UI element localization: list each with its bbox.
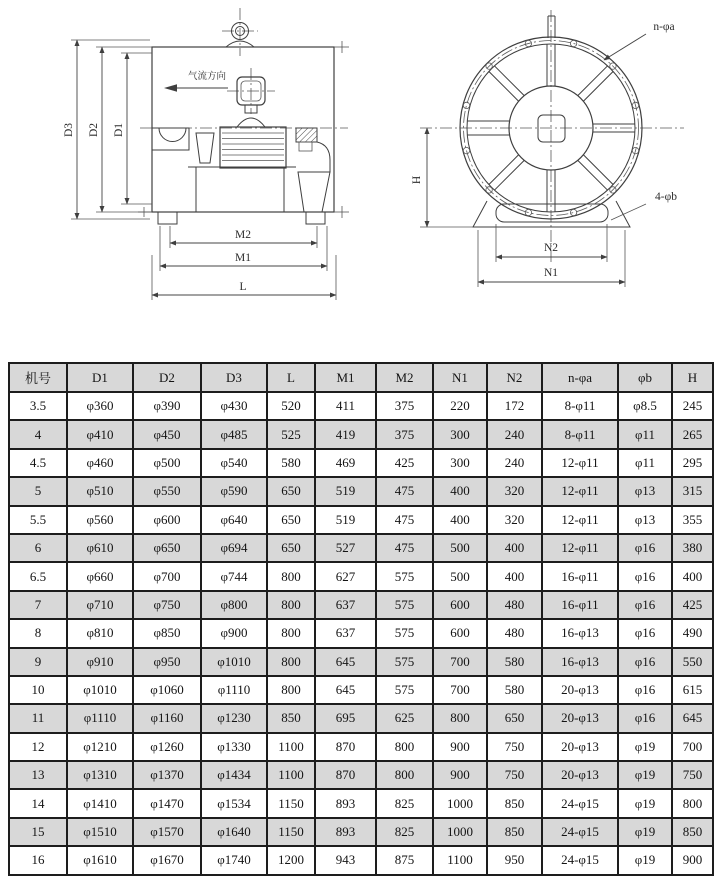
dimension-table bbox=[8, 362, 714, 876]
model-number-cell: 13 bbox=[9, 761, 67, 789]
table-cell: 411 bbox=[315, 392, 376, 420]
table-cell: 1100 bbox=[433, 846, 487, 874]
table-cell: 875 bbox=[376, 846, 433, 874]
table-row bbox=[9, 392, 713, 420]
table-cell: 850 bbox=[487, 789, 542, 817]
table-cell: 8-φ11 bbox=[542, 420, 618, 448]
table-cell: 400 bbox=[433, 477, 487, 505]
table-cell: φ19 bbox=[618, 846, 672, 874]
table-cell: 650 bbox=[267, 534, 315, 562]
model-number-cell: 7 bbox=[9, 591, 67, 619]
table-cell: φ700 bbox=[133, 562, 201, 590]
table-cell: 645 bbox=[315, 648, 376, 676]
model-number-cell: 6 bbox=[9, 534, 67, 562]
table-cell: φ16 bbox=[618, 704, 672, 732]
model-number-cell: 9 bbox=[9, 648, 67, 676]
table-cell: 575 bbox=[376, 591, 433, 619]
table-row bbox=[9, 420, 713, 448]
table-cell: 825 bbox=[376, 818, 433, 846]
column-header: 机号 bbox=[9, 363, 67, 392]
table-row bbox=[9, 619, 713, 647]
airflow-arrow bbox=[164, 84, 177, 92]
table-row bbox=[9, 477, 713, 505]
table-cell: 400 bbox=[487, 562, 542, 590]
table-row bbox=[9, 761, 713, 789]
table-cell: φ800 bbox=[201, 591, 267, 619]
table-row bbox=[9, 506, 713, 534]
table-cell: 575 bbox=[376, 619, 433, 647]
table-cell: 943 bbox=[315, 846, 376, 874]
table-cell: 580 bbox=[267, 449, 315, 477]
table-cell: 950 bbox=[487, 846, 542, 874]
table-cell: φ1470 bbox=[133, 789, 201, 817]
model-number-cell: 8 bbox=[9, 619, 67, 647]
table-cell: 900 bbox=[433, 761, 487, 789]
table-cell: 800 bbox=[376, 733, 433, 761]
table-row bbox=[9, 704, 713, 732]
table-cell: 469 bbox=[315, 449, 376, 477]
table-cell: 800 bbox=[433, 704, 487, 732]
table-cell: φ430 bbox=[201, 392, 267, 420]
table-cell: φ1110 bbox=[67, 704, 133, 732]
table-row bbox=[9, 562, 713, 590]
table-cell: 1200 bbox=[267, 846, 315, 874]
table-cell: 245 bbox=[672, 392, 713, 420]
table-cell: 475 bbox=[376, 477, 433, 505]
model-number-cell: 5 bbox=[9, 477, 67, 505]
table-cell: 240 bbox=[487, 449, 542, 477]
table-cell: 265 bbox=[672, 420, 713, 448]
model-number-cell: 14 bbox=[9, 789, 67, 817]
dim-label-n2: N2 bbox=[543, 242, 559, 254]
dim-label-n1: N1 bbox=[543, 267, 559, 279]
table-cell: 12-φ11 bbox=[542, 506, 618, 534]
table-cell: 893 bbox=[315, 818, 376, 846]
dim-label-m1: M1 bbox=[235, 252, 251, 264]
table-cell: φ1210 bbox=[67, 733, 133, 761]
table-cell: 400 bbox=[672, 562, 713, 590]
table-cell: φ750 bbox=[133, 591, 201, 619]
table-cell: φ13 bbox=[618, 477, 672, 505]
table-cell: 870 bbox=[315, 761, 376, 789]
column-header: D2 bbox=[133, 363, 201, 392]
table-cell: 295 bbox=[672, 449, 713, 477]
table-cell: 637 bbox=[315, 591, 376, 619]
dimension-table-section bbox=[0, 362, 720, 876]
column-header: N2 bbox=[487, 363, 542, 392]
table-cell: 900 bbox=[672, 846, 713, 874]
table-cell: 800 bbox=[267, 648, 315, 676]
table-cell: φ390 bbox=[133, 392, 201, 420]
table-cell: φ16 bbox=[618, 619, 672, 647]
table-cell: φ850 bbox=[133, 619, 201, 647]
column-header: φb bbox=[618, 363, 672, 392]
table-cell: φ11 bbox=[618, 420, 672, 448]
front-view-drawing bbox=[411, 10, 684, 287]
table-cell: 16-φ11 bbox=[542, 562, 618, 590]
table-cell: φ950 bbox=[133, 648, 201, 676]
table-cell: 480 bbox=[487, 591, 542, 619]
table-cell: 500 bbox=[433, 562, 487, 590]
table-cell: 650 bbox=[267, 477, 315, 505]
table-cell: 16-φ13 bbox=[542, 619, 618, 647]
table-cell: 800 bbox=[672, 789, 713, 817]
table-cell: 850 bbox=[487, 818, 542, 846]
table-cell: φ16 bbox=[618, 591, 672, 619]
table-cell: 20-φ13 bbox=[542, 761, 618, 789]
model-number-cell: 16 bbox=[9, 846, 67, 874]
table-cell: 20-φ13 bbox=[542, 704, 618, 732]
table-cell: φ550 bbox=[133, 477, 201, 505]
table-cell: φ660 bbox=[67, 562, 133, 590]
table-cell: 1000 bbox=[433, 789, 487, 817]
table-cell: φ610 bbox=[67, 534, 133, 562]
table-cell: 625 bbox=[376, 704, 433, 732]
table-cell: 320 bbox=[487, 506, 542, 534]
table-cell: 355 bbox=[672, 506, 713, 534]
table-cell: φ1160 bbox=[133, 704, 201, 732]
table-cell: φ1570 bbox=[133, 818, 201, 846]
table-row bbox=[9, 789, 713, 817]
table-cell: 400 bbox=[433, 506, 487, 534]
dim-label-l: L bbox=[239, 281, 247, 293]
table-cell: 893 bbox=[315, 789, 376, 817]
table-cell: φ19 bbox=[618, 818, 672, 846]
table-cell: φ694 bbox=[201, 534, 267, 562]
table-row bbox=[9, 648, 713, 676]
dim-label-m2: M2 bbox=[235, 229, 251, 241]
table-cell: φ1534 bbox=[201, 789, 267, 817]
table-cell: φ16 bbox=[618, 534, 672, 562]
table-cell: 475 bbox=[376, 506, 433, 534]
table-cell: 800 bbox=[267, 591, 315, 619]
table-cell: 800 bbox=[267, 619, 315, 647]
table-cell: 1150 bbox=[267, 789, 315, 817]
table-cell: 750 bbox=[672, 761, 713, 789]
table-cell: φ1740 bbox=[201, 846, 267, 874]
table-cell: φ19 bbox=[618, 789, 672, 817]
table-cell: 800 bbox=[267, 562, 315, 590]
table-cell: 700 bbox=[672, 733, 713, 761]
table-cell: 20-φ13 bbox=[542, 733, 618, 761]
table-cell: 320 bbox=[487, 477, 542, 505]
table-cell: 240 bbox=[487, 420, 542, 448]
table-cell: φ900 bbox=[201, 619, 267, 647]
model-number-cell: 15 bbox=[9, 818, 67, 846]
flange-holes-callout: n-φa bbox=[653, 21, 675, 33]
table-cell: φ590 bbox=[201, 477, 267, 505]
table-cell: φ360 bbox=[67, 392, 133, 420]
table-row bbox=[9, 846, 713, 874]
table-cell: 575 bbox=[376, 676, 433, 704]
table-cell: φ650 bbox=[133, 534, 201, 562]
table-cell: 16-φ11 bbox=[542, 591, 618, 619]
dim-label-h: H bbox=[411, 175, 423, 185]
table-cell: 220 bbox=[433, 392, 487, 420]
table-cell: φ1640 bbox=[201, 818, 267, 846]
table-cell: 850 bbox=[267, 704, 315, 732]
table-cell: 16-φ13 bbox=[542, 648, 618, 676]
table-cell: 527 bbox=[315, 534, 376, 562]
table-cell: 550 bbox=[672, 648, 713, 676]
table-cell: 800 bbox=[376, 761, 433, 789]
table-cell: 627 bbox=[315, 562, 376, 590]
table-cell: 1150 bbox=[267, 818, 315, 846]
table-row bbox=[9, 449, 713, 477]
table-cell: 425 bbox=[672, 591, 713, 619]
table-cell: 520 bbox=[267, 392, 315, 420]
table-cell: φ410 bbox=[67, 420, 133, 448]
table-cell: 490 bbox=[672, 619, 713, 647]
table-cell: φ1410 bbox=[67, 789, 133, 817]
table-cell: 500 bbox=[433, 534, 487, 562]
table-cell: φ1310 bbox=[67, 761, 133, 789]
table-cell: φ600 bbox=[133, 506, 201, 534]
table-cell: 24-φ15 bbox=[542, 846, 618, 874]
table-cell: 8-φ11 bbox=[542, 392, 618, 420]
column-header: M1 bbox=[315, 363, 376, 392]
table-cell: φ540 bbox=[201, 449, 267, 477]
table-cell: φ1610 bbox=[67, 846, 133, 874]
foot-holes-callout: 4-φb bbox=[655, 191, 677, 203]
table-cell: 519 bbox=[315, 477, 376, 505]
table-row bbox=[9, 676, 713, 704]
table-cell: 525 bbox=[267, 420, 315, 448]
table-cell: φ1510 bbox=[67, 818, 133, 846]
table-cell: φ1010 bbox=[201, 648, 267, 676]
table-cell: 300 bbox=[433, 449, 487, 477]
table-cell: 750 bbox=[487, 761, 542, 789]
model-number-cell: 6.5 bbox=[9, 562, 67, 590]
table-cell: φ1260 bbox=[133, 733, 201, 761]
table-cell: 615 bbox=[672, 676, 713, 704]
table-cell: 870 bbox=[315, 733, 376, 761]
table-cell: 12-φ11 bbox=[542, 477, 618, 505]
table-cell: 575 bbox=[376, 562, 433, 590]
table-cell: 12-φ11 bbox=[542, 534, 618, 562]
table-cell: 315 bbox=[672, 477, 713, 505]
table-cell: φ500 bbox=[133, 449, 201, 477]
table-cell: φ19 bbox=[618, 733, 672, 761]
fan-technical-drawing bbox=[0, 0, 720, 362]
dim-label-d1: D1 bbox=[113, 122, 125, 138]
table-cell: 12-φ11 bbox=[542, 449, 618, 477]
table-cell: 850 bbox=[672, 818, 713, 846]
table-header-row bbox=[9, 363, 713, 392]
table-cell: φ1370 bbox=[133, 761, 201, 789]
table-cell: 900 bbox=[433, 733, 487, 761]
table-cell: φ910 bbox=[67, 648, 133, 676]
table-cell: φ1110 bbox=[201, 676, 267, 704]
table-cell: φ16 bbox=[618, 648, 672, 676]
model-number-cell: 4.5 bbox=[9, 449, 67, 477]
table-cell: 475 bbox=[376, 534, 433, 562]
table-row bbox=[9, 591, 713, 619]
model-number-cell: 10 bbox=[9, 676, 67, 704]
table-cell: φ11 bbox=[618, 449, 672, 477]
drawing-canvas bbox=[0, 0, 720, 362]
table-cell: 650 bbox=[487, 704, 542, 732]
table-cell: φ460 bbox=[67, 449, 133, 477]
table-cell: 480 bbox=[487, 619, 542, 647]
table-cell: 400 bbox=[487, 534, 542, 562]
table-cell: φ8.5 bbox=[618, 392, 672, 420]
table-cell: 580 bbox=[487, 676, 542, 704]
table-cell: φ16 bbox=[618, 676, 672, 704]
table-cell: 825 bbox=[376, 789, 433, 817]
table-cell: φ19 bbox=[618, 761, 672, 789]
table-cell: φ450 bbox=[133, 420, 201, 448]
table-cell: 419 bbox=[315, 420, 376, 448]
model-number-cell: 11 bbox=[9, 704, 67, 732]
table-cell: 172 bbox=[487, 392, 542, 420]
table-cell: φ16 bbox=[618, 562, 672, 590]
table-cell: φ560 bbox=[67, 506, 133, 534]
table-cell: 20-φ13 bbox=[542, 676, 618, 704]
table-row bbox=[9, 733, 713, 761]
model-number-cell: 12 bbox=[9, 733, 67, 761]
table-cell: 1000 bbox=[433, 818, 487, 846]
table-row bbox=[9, 818, 713, 846]
table-cell: 425 bbox=[376, 449, 433, 477]
table-cell: 800 bbox=[267, 676, 315, 704]
table-cell: 380 bbox=[672, 534, 713, 562]
table-cell: 700 bbox=[433, 676, 487, 704]
table-cell: φ13 bbox=[618, 506, 672, 534]
table-cell: 1100 bbox=[267, 761, 315, 789]
table-cell: 645 bbox=[672, 704, 713, 732]
table-cell: φ810 bbox=[67, 619, 133, 647]
table-cell: 375 bbox=[376, 420, 433, 448]
table-cell: φ1060 bbox=[133, 676, 201, 704]
table-cell: φ710 bbox=[67, 591, 133, 619]
table-cell: 695 bbox=[315, 704, 376, 732]
table-cell: φ510 bbox=[67, 477, 133, 505]
table-cell: φ1670 bbox=[133, 846, 201, 874]
table-cell: φ744 bbox=[201, 562, 267, 590]
table-cell: 375 bbox=[376, 392, 433, 420]
table-cell: 645 bbox=[315, 676, 376, 704]
table-cell: 600 bbox=[433, 591, 487, 619]
dim-label-d2: D2 bbox=[88, 122, 100, 138]
model-number-cell: 4 bbox=[9, 420, 67, 448]
column-header: H bbox=[672, 363, 713, 392]
column-header: D3 bbox=[201, 363, 267, 392]
table-cell: 580 bbox=[487, 648, 542, 676]
table-cell: 650 bbox=[267, 506, 315, 534]
column-header: N1 bbox=[433, 363, 487, 392]
table-cell: φ640 bbox=[201, 506, 267, 534]
table-cell: 575 bbox=[376, 648, 433, 676]
side-view-drawing bbox=[63, 8, 349, 300]
table-cell: 24-φ15 bbox=[542, 818, 618, 846]
model-number-cell: 3.5 bbox=[9, 392, 67, 420]
table-cell: 519 bbox=[315, 506, 376, 534]
table-cell: 700 bbox=[433, 648, 487, 676]
column-header: L bbox=[267, 363, 315, 392]
column-header: M2 bbox=[376, 363, 433, 392]
table-cell: φ485 bbox=[201, 420, 267, 448]
table-cell: φ1010 bbox=[67, 676, 133, 704]
table-cell: 637 bbox=[315, 619, 376, 647]
table-cell: φ1330 bbox=[201, 733, 267, 761]
table-cell: 750 bbox=[487, 733, 542, 761]
dim-label-d3: D3 bbox=[63, 122, 75, 138]
table-cell: 300 bbox=[433, 420, 487, 448]
table-row bbox=[9, 534, 713, 562]
model-number-cell: 5.5 bbox=[9, 506, 67, 534]
table-cell: φ1434 bbox=[201, 761, 267, 789]
table-cell: 600 bbox=[433, 619, 487, 647]
table-cell: 24-φ15 bbox=[542, 789, 618, 817]
column-header: n-φa bbox=[542, 363, 618, 392]
airflow-direction-label: 气流方向 bbox=[187, 72, 227, 82]
table-cell: φ1230 bbox=[201, 704, 267, 732]
table-cell: 1100 bbox=[267, 733, 315, 761]
column-header: D1 bbox=[67, 363, 133, 392]
